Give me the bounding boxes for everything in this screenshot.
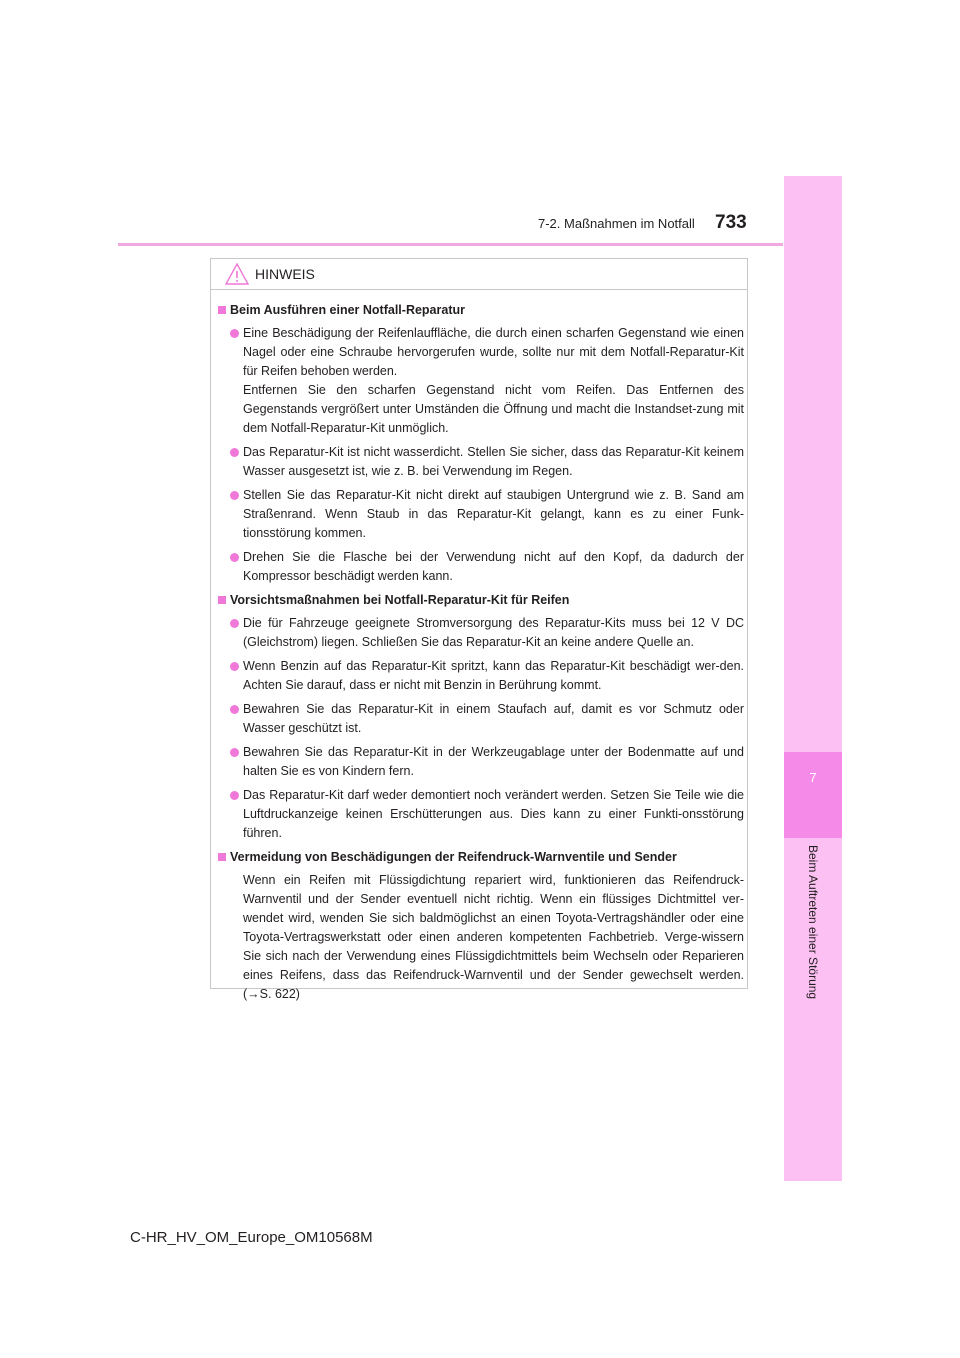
notice-body xyxy=(218,301,744,1004)
round-bullet-icon xyxy=(230,748,239,757)
section-heading: Beim Ausführen einer Notfall-Reparatur xyxy=(218,301,744,320)
list-item: Das Reparatur-Kit ist nicht wasserdicht. Stellen Sie sicher, dass das Reparatur-Kit keinem Wasser ausgesetzt ist, wie z. B. bei Verwendung im Regen. xyxy=(218,443,744,481)
round-bullet-icon xyxy=(230,705,239,714)
chapter-label: Beim Auftreten einer Störung xyxy=(806,845,820,1000)
page-number: 733 xyxy=(715,212,747,233)
list-item: Wenn Benzin auf das Reparatur-Kit spritzt, kann das Reparatur-Kit beschädigt wer-den. Achten Sie darauf, dass er nicht mit Benzin in Berührung kommt. xyxy=(218,657,744,695)
round-bullet-icon xyxy=(230,448,239,457)
section-heading: Vermeidung von Beschädigungen der Reifendruck-Warnventile und Sender xyxy=(218,848,744,867)
notice-box xyxy=(210,258,748,1001)
list-item: Drehen Sie die Flasche bei der Verwendung nicht auf den Kopf, da dadurch der Kompressor beschädigt werden kann. xyxy=(218,548,744,586)
list-item: Stellen Sie das Reparatur-Kit nicht direkt auf staubigen Untergrund wie z. B. Sand am Straßenrand. Wenn Staub in das Reparatur-Kit gelangt, kann es zu einer Funk-tionsstörung kommen. xyxy=(218,486,744,543)
chapter-number-tab xyxy=(784,752,842,838)
round-bullet-icon xyxy=(230,662,239,671)
warning-triangle-icon xyxy=(225,263,249,290)
round-bullet-icon xyxy=(230,491,239,500)
round-bullet-icon xyxy=(230,553,239,562)
round-bullet-icon xyxy=(230,329,239,338)
list-item: Eine Beschädigung der Reifenlauffläche, die durch einen scharfen Gegenstand wie einen Nagel oder eine Schraube hervorgerufen wurde, sollte nur mit dem Notfall-Reparatur-Kit für Reifen behoben werden. Entfernen Sie den scharfen Gegenstand nicht vom Reifen. Das Entfernen des Gegenstands vergrößert unter Umständen die Öffnung und macht die Instandset-zung mit dem Notfall-Reparatur-Kit unmöglich. xyxy=(218,324,744,438)
list-item: Die für Fahrzeuge geeignete Stromversorgung des Reparatur-Kits muss bei 12 V DC (Gleichstrom) liegen. Schließen Sie das Reparatur-Kit an keine andere Quelle an. xyxy=(218,614,744,652)
header-divider xyxy=(118,243,783,246)
round-bullet-icon xyxy=(230,619,239,628)
notice-header xyxy=(211,259,747,290)
list-item: Bewahren Sie das Reparatur-Kit in einem Staufach auf, damit es vor Schmutz oder Wasser geschützt ist. xyxy=(218,700,744,738)
section-paragraph: Wenn ein Reifen mit Flüssigdichtung repariert wird, funktionieren das Reifendruck-Warnventil und der Sender eventuell nicht richtig. Wenn ein flüssiges Dichtmittel ver-wendet wird, wenden Sie sich baldmöglichst an einen Toyota-Vertragshändler oder eine Toyota-Vertragswerkstatt oder einen anderen kompetenten Fachbetrieb. Verge-wissern Sie sich nach der Verwendung eines Flüssigdichtmittels beim Wechseln oder Reparieren eines Reifens, dass das Reifendruck-Warnventil und der Sender gewechselt werden. (→S. 622) xyxy=(243,873,744,1001)
round-bullet-icon xyxy=(230,791,239,800)
square-bullet-icon xyxy=(218,853,226,861)
chapter-number: 7 xyxy=(809,770,817,785)
document-id: C-HR_HV_OM_Europe_OM10568M xyxy=(130,1229,373,1246)
list-item: Das Reparatur-Kit darf weder demontiert noch verändert werden. Setzen Sie Teile wie die Luftdruckanzeige keinen Erschütterungen aus. Dies kann zu einer Funkti-onsstörung führen. xyxy=(218,786,744,843)
section-header: 7-2. Maßnahmen im Notfall xyxy=(538,216,695,231)
list-item: Bewahren Sie das Reparatur-Kit in der Werkzeugablage unter der Bodenmatte auf und halten Sie es von Kindern fern. xyxy=(218,743,744,781)
notice-title: HINWEIS xyxy=(255,266,315,282)
section-heading: Vorsichtsmaßnahmen bei Notfall-Reparatur-Kit für Reifen xyxy=(218,591,744,610)
square-bullet-icon xyxy=(218,596,226,604)
square-bullet-icon xyxy=(218,306,226,314)
